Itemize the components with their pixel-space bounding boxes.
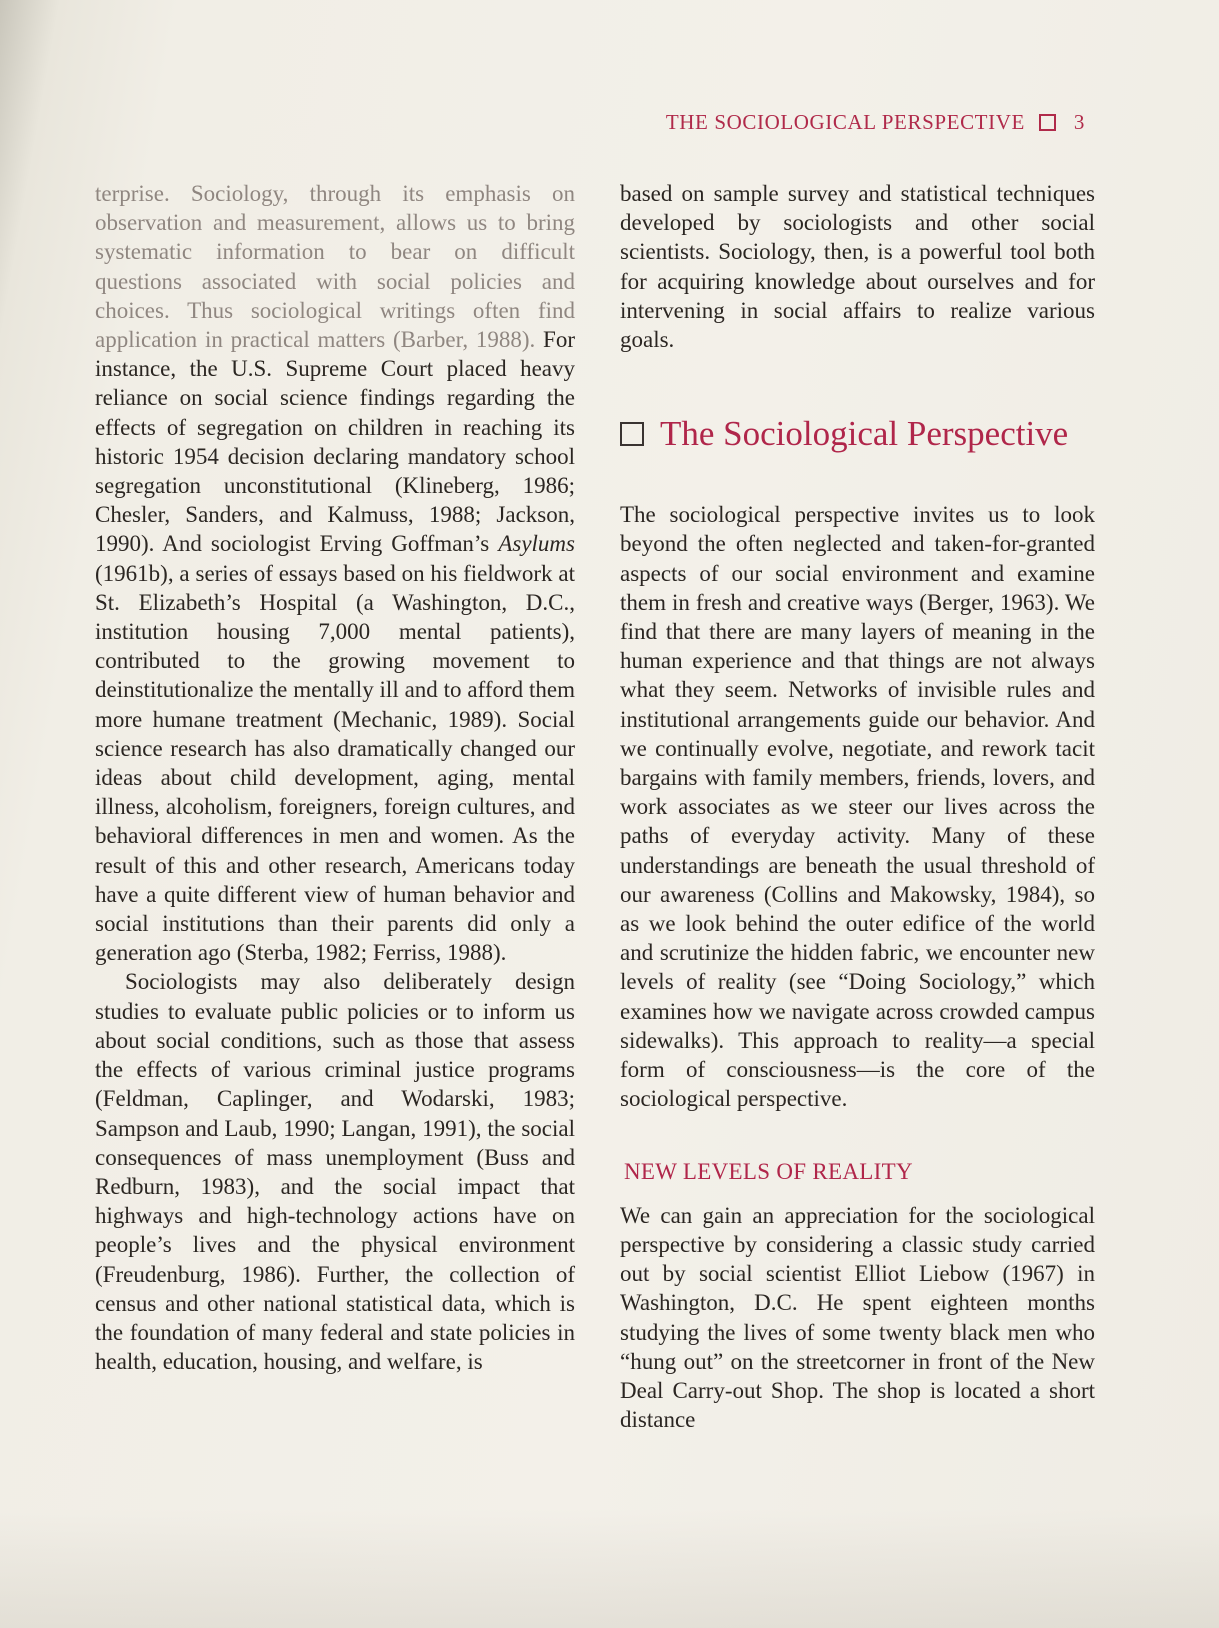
- left-column: [95, 179, 575, 1376]
- right-paragraph-1: based on sample survey and statistical techniques developed by sociologists and other social scientists. Sociology, then, is a powerful tool both for acquiring knowledge about ourselves and for intervening in social affairs to realize various goals.: [620, 181, 1095, 353]
- right-column: [620, 179, 1095, 1434]
- subheading: NEW LEVELS OF REALITY: [624, 1159, 913, 1185]
- section-heading: [620, 414, 1095, 454]
- paragraph-text: For instance, the U.S. Supreme Court placed heavy reliance on social science findings regarding the effects of segregation on children in reaching its historic 1954 decision declaring mandatory school segregation unconstitutional (Klineberg, 1986; Chesler, Sanders, and Kalmuss, 1988; Jackson, 1990). And sociologist Erving Goffman’s: [95, 327, 575, 557]
- page-shadow: [0, 1508, 1219, 1628]
- section-heading-text: The Sociological Perspective: [660, 414, 1069, 454]
- square-box-icon: [620, 422, 644, 446]
- running-head-title: THE SOCIOLOGICAL PERSPECTIVE: [665, 110, 1025, 134]
- paragraph-text: (1961b), a series of essays based on his fieldwork at St. Elizabeth’s Hospital (a Washington, D.C., institution housing 7,000 mental patients), contributed to the growing movement to deinstitutionalize the mentally ill and to afford them more humane treatment (Mechanic, 1989). Social science research has also dramatically changed our ideas about child development, aging, mental illness, alcoholism, foreigners, foreign cultures, and behavioral differences in men and women. As the result of this and other research, Americans today have a quite different view of human behavior and social institutions than their parents did only a generation ago (Sterba, 1982; Ferriss, 1988).: [95, 560, 575, 966]
- book-title-italic: Asylums: [498, 531, 575, 557]
- square-box-icon: [1039, 114, 1056, 131]
- left-paragraph-1: [95, 179, 575, 967]
- page-number: 3: [1073, 110, 1085, 134]
- right-paragraph-2: The sociological perspective invites us to look beyond the often neglected and taken-for-granted aspects of our social environment and examine them in fresh and creative ways (Berger, 1963). We find that there are many layers of meaning in the human experience and that things are not always what they seem. Networks of invisible rules and institutional arrangements guide our behavior. And we continually evolve, negotiate, and rework tacit bargains with family members, friends, lovers, and work associates as we steer our lives across the paths of everyday activity. Many of these understandings are beneath the usual threshold of our awareness (Collins and Makowsky, 1984), so as we look behind the outer edifice of the world and scrutinize the hidden fabric, we encounter new levels of reality (see “Doing Sociology,” which examines how we navigate across crowded campus sidewalks). This approach to reality—a special form of consciousness—is the core of the sociological perspective.: [620, 502, 1095, 1112]
- faded-text: terprise. Sociology, through its emphasis on observation and measurement, allows us to bring systematic information to bear on difficult questions associated with social policies and choices. Thus sociological writings often find application in practical matters (Barber, 1988).: [95, 181, 575, 353]
- running-head: [666, 110, 1085, 135]
- left-paragraph-2: Sociologists may also deliberately design studies to evaluate public policies or to inform us about social conditions, such as those that assess the effects of various criminal justice programs (Feldman, Caplinger, and Wodarski, 1983; Sampson and Laub, 1990; Langan, 1991), the social consequences of mass unemployment (Buss and Redburn, 1983), and the social impact that highways and high-technology actions have on people’s lives and the physical environment (Freudenburg, 1986). Further, the collection of census and other national statistical data, which is the foundation of many federal and state policies in health, education, housing, and welfare, is: [95, 969, 575, 1375]
- right-paragraph-3: We can gain an appreciation for the sociological perspective by considering a classic study carried out by social scientist Elliot Liebow (1967) in Washington, D.C. He spent eighteen months studying the lives of some twenty black men who “hung out” on the streetcorner in front of the New Deal Carry-out Shop. The shop is located a short distance: [620, 1202, 1095, 1433]
